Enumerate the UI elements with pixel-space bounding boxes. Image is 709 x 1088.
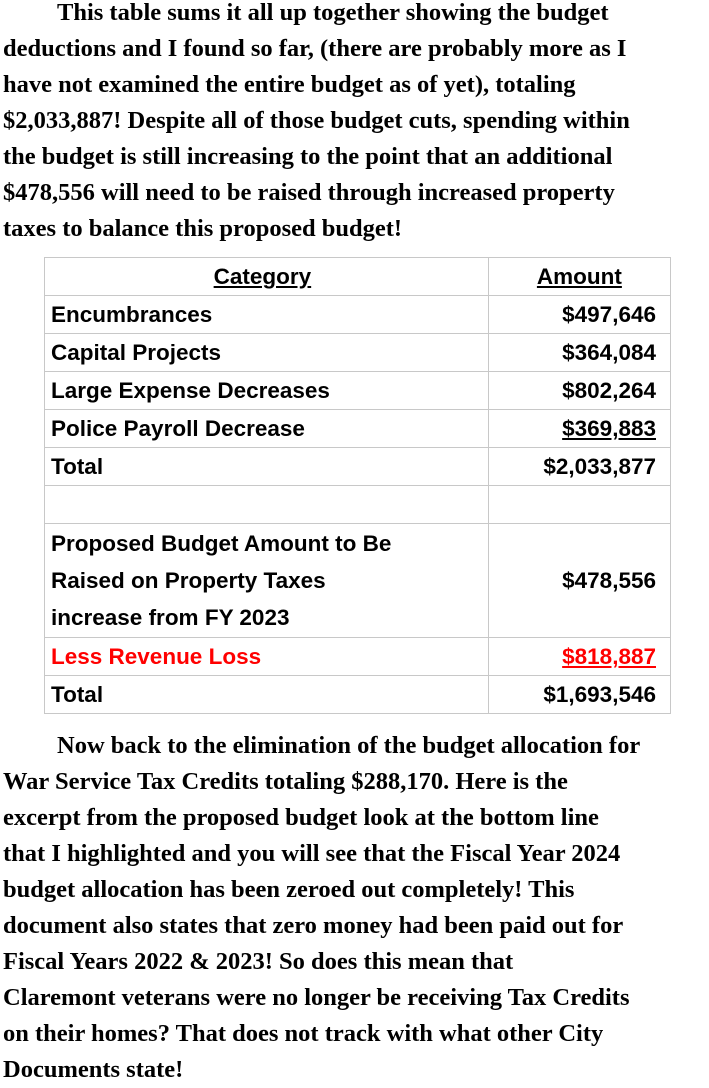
text-line: budget allocation has been zeroed out completely! This	[3, 876, 575, 903]
category-cell	[45, 486, 489, 524]
text-line: excerpt from the proposed budget look at the bottom line	[3, 804, 599, 831]
table-row	[45, 296, 671, 334]
text-line: Now back to the elimination of the budget allocation for	[57, 732, 641, 759]
amount-cell-underlined	[488, 410, 670, 448]
category-cell: Encumbrances	[45, 296, 489, 334]
category-cell	[45, 524, 489, 638]
text-line: This table sums it all up together showing the budget	[57, 0, 609, 26]
amount-header: Amount	[488, 258, 670, 296]
table-header-row	[45, 258, 671, 296]
text-line: $2,033,887! Despite all of those budget cuts, spending within	[3, 107, 630, 134]
text-line: Claremont veterans were no longer be receiving Tax Credits	[3, 984, 630, 1011]
text-line: deductions and I found so far, (there are probably more as I	[3, 35, 627, 62]
category-line: increase from FY 2023	[51, 605, 290, 630]
table-row	[45, 524, 671, 638]
category-cell: Total	[45, 448, 489, 486]
category-header: Category	[45, 258, 489, 296]
category-cell: Less Revenue Loss	[45, 638, 489, 676]
table-row	[45, 410, 671, 448]
amount-cell: $364,084	[488, 334, 670, 372]
text-line: $478,556 will need to be raised through increased property	[3, 179, 615, 206]
amount-cell: $2,033,877	[488, 448, 670, 486]
amount-cell: $497,646	[488, 296, 670, 334]
total-row	[45, 448, 671, 486]
amount-cell	[488, 486, 670, 524]
text-line: Documents state!	[3, 1056, 184, 1083]
amount-cell-underlined	[488, 638, 670, 676]
text-line: Fiscal Years 2022 & 2023! So does this mean that	[3, 948, 514, 975]
text-line: taxes to balance this proposed budget!	[3, 215, 403, 242]
amount-cell: $478,556	[488, 524, 670, 638]
text-line: the budget is still increasing to the point that an additional	[3, 143, 613, 170]
empty-row	[45, 486, 671, 524]
amount-cell: $1,693,546	[488, 676, 670, 714]
text-line: document also states that zero money had been paid out for	[3, 912, 624, 939]
text-line: that I highlighted and you will see that the Fiscal Year 2024	[3, 840, 621, 867]
intro-paragraph	[3, 0, 709, 247]
amount-value: $369,883	[562, 416, 656, 441]
text-line: on their homes? That does not track with what other City	[3, 1020, 604, 1047]
amount-value: $818,887	[562, 644, 656, 669]
revenue-loss-row	[45, 638, 671, 676]
text-line: War Service Tax Credits totaling $288,170. Here is the	[3, 768, 568, 795]
category-cell: Large Expense Decreases	[45, 372, 489, 410]
budget-table	[44, 257, 671, 714]
category-cell: Police Payroll Decrease	[45, 410, 489, 448]
category-line: Raised on Property Taxes	[51, 568, 326, 593]
category-line: Proposed Budget Amount to Be	[51, 531, 392, 556]
table-row	[45, 372, 671, 410]
text-line: have not examined the entire budget as of yet), totaling	[3, 71, 576, 98]
category-cell: Total	[45, 676, 489, 714]
body-paragraph	[3, 728, 709, 1088]
table-row	[45, 334, 671, 372]
amount-cell: $802,264	[488, 372, 670, 410]
category-cell: Capital Projects	[45, 334, 489, 372]
total-row	[45, 676, 671, 714]
